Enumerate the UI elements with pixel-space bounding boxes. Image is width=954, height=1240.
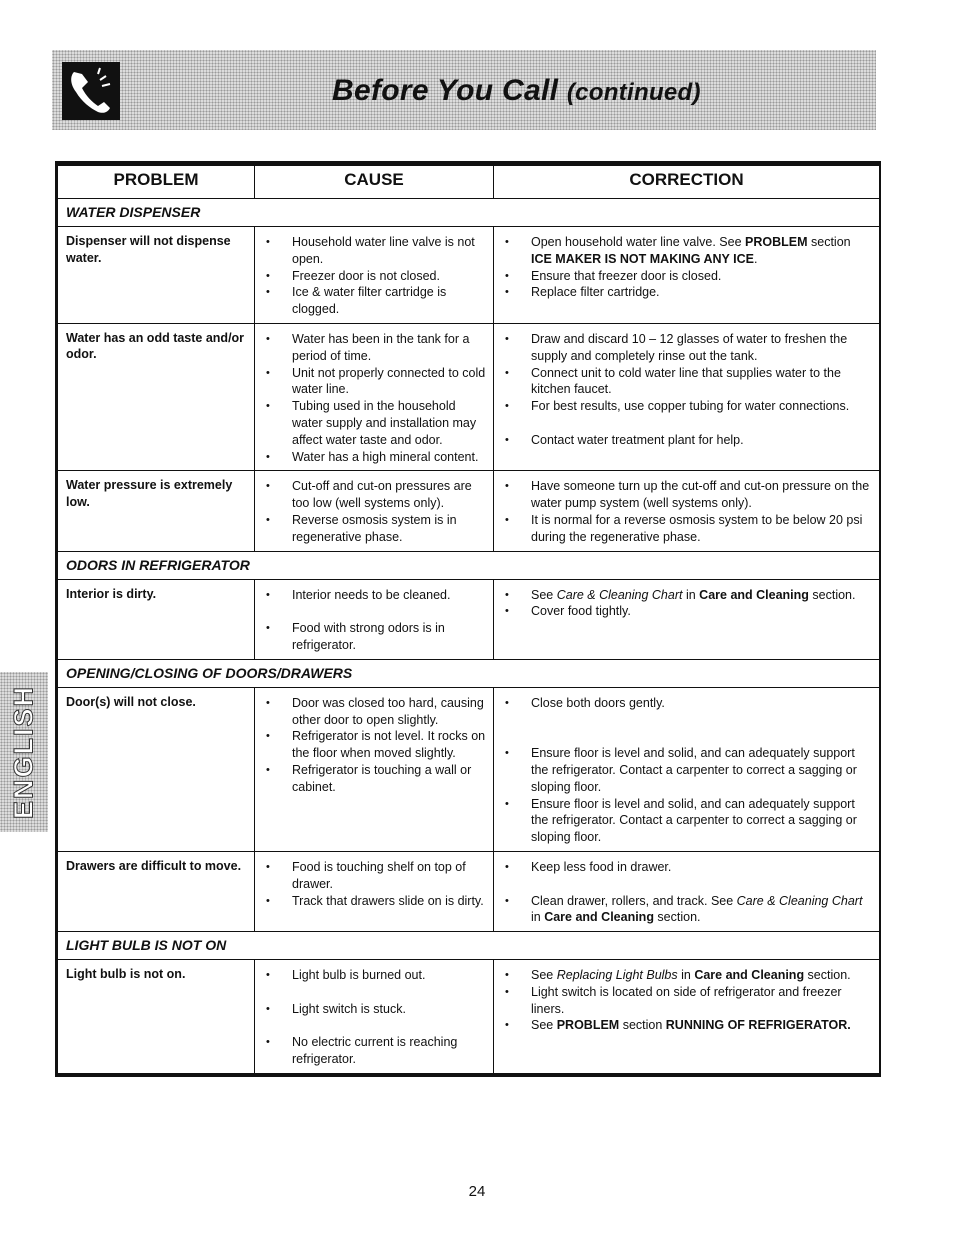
correction-item: • Contact water treatment plant for help. <box>495 432 874 449</box>
correction-item: • It is normal for a reverse osmosis system to be below 20 psi during the regenerative phase. <box>495 512 874 546</box>
section-title-light: LIGHT BULB IS NOT ON <box>58 932 880 960</box>
table-row <box>58 227 880 324</box>
correction-item: • Have someone turn up the cut-off and cut-on pressure on the water pump system (well systems only). <box>495 478 874 512</box>
cause-item: • Food with strong odors is in refrigerator. <box>256 620 488 654</box>
cause-item: • Refrigerator is touching a wall or cabinet. <box>256 762 488 796</box>
correction-item: • Light switch is located on side of refrigerator and freezer liners. <box>495 984 874 1018</box>
cause-item: • Water has a high mineral content. <box>256 449 488 466</box>
table-row <box>58 687 880 851</box>
cause-item: • Interior needs to be cleaned. <box>256 587 488 604</box>
cause-cell <box>255 471 494 551</box>
correction-item: • Ensure floor is level and solid, and can adequately support the refrigerator. Contact a carpenter to correct a sagging or sloping floor. <box>495 745 874 795</box>
cause-cell <box>255 960 494 1074</box>
cause-item: • Track that drawers slide on is dirty. <box>256 893 488 910</box>
correction-cell <box>494 227 880 324</box>
cause-item: • Household water line valve is not open. <box>256 234 488 268</box>
cause-item: • Light switch is stuck. <box>256 1001 488 1018</box>
correction-item: • For best results, use copper tubing for water connections. <box>495 398 874 415</box>
problem-cell: Drawers are difficult to move. <box>58 851 255 931</box>
cause-item: • Reverse osmosis system is in regenerative phase. <box>256 512 488 546</box>
cause-cell <box>255 851 494 931</box>
header-banner <box>52 50 876 130</box>
correction-cell <box>494 579 880 659</box>
table-row <box>58 579 880 659</box>
cause-item: • Light bulb is burned out. <box>256 967 488 984</box>
problem-cell: Interior is dirty. <box>58 579 255 659</box>
correction-item: • Clean drawer, rollers, and track. See Care & Cleaning Chart in Care and Cleaning section. <box>495 893 874 927</box>
cause-cell <box>255 323 494 470</box>
section-header <box>58 199 880 227</box>
correction-cell <box>494 323 880 470</box>
correction-item: • See PROBLEM section RUNNING OF REFRIGERATOR. <box>495 1017 874 1034</box>
cause-item: • Door was closed too hard, causing other door to open slightly. <box>256 695 488 729</box>
correction-item: • See Care & Cleaning Chart in Care and Cleaning section. <box>495 587 874 604</box>
cause-item: • No electric current is reaching refrigerator. <box>256 1034 488 1068</box>
problem-cell: Light bulb is not on. <box>58 960 255 1074</box>
table-row <box>58 960 880 1074</box>
language-tab <box>0 672 48 832</box>
cause-cell <box>255 579 494 659</box>
correction-item: • Ensure that freezer door is closed. <box>495 268 874 285</box>
page-title: Before You Call (continued) <box>332 74 701 107</box>
cause-cell <box>255 227 494 324</box>
table-row <box>58 471 880 551</box>
section-header <box>58 551 880 579</box>
correction-item: • Open household water line valve. See PROBLEM section ICE MAKER IS NOT MAKING ANY ICE. <box>495 234 874 268</box>
correction-item: • Keep less food in drawer. <box>495 859 874 876</box>
column-header-problem: PROBLEM <box>58 165 255 199</box>
problem-cell: Dispenser will not dispense water. <box>58 227 255 324</box>
cause-item: • Unit not properly connected to cold water line. <box>256 365 488 399</box>
section-title-odors: ODORS IN REFRIGERATOR <box>58 551 880 579</box>
table-row <box>58 323 880 470</box>
language-tab-label: ENGLISH <box>8 684 39 820</box>
column-header-correction: CORRECTION <box>494 165 880 199</box>
correction-cell <box>494 471 880 551</box>
phone-icon <box>62 62 120 120</box>
section-header <box>58 659 880 687</box>
cause-item: • Tubing used in the household water supply and installation may affect water taste and odor. <box>256 398 488 448</box>
cause-item: • Refrigerator is not level. It rocks on the floor when moved slightly. <box>256 728 488 762</box>
troubleshooting-table <box>55 161 881 1077</box>
cause-item: • Food is touching shelf on top of drawer. <box>256 859 488 893</box>
correction-cell <box>494 960 880 1074</box>
problem-cell: Door(s) will not close. <box>58 687 255 851</box>
column-header-cause: CAUSE <box>255 165 494 199</box>
section-title-doors: OPENING/CLOSING OF DOORS/DRAWERS <box>58 659 880 687</box>
table-row <box>58 851 880 931</box>
table-header-row <box>58 165 880 199</box>
cause-item: • Ice & water filter cartridge is clogged. <box>256 284 488 318</box>
correction-item: • Replace filter cartridge. <box>495 284 874 301</box>
problem-cell: Water pressure is extremely low. <box>58 471 255 551</box>
correction-cell <box>494 687 880 851</box>
section-title-water-dispenser: WATER DISPENSER <box>58 199 880 227</box>
cause-cell <box>255 687 494 851</box>
correction-item: • Draw and discard 10 – 12 glasses of water to freshen the supply and completely rinse out the tank. <box>495 331 874 365</box>
correction-item: • Ensure floor is level and solid, and can adequately support the refrigerator. Contact a carpenter to correct a sagging or sloping floor. <box>495 796 874 846</box>
page-number: 24 <box>468 1183 486 1200</box>
correction-item: • Connect unit to cold water line that supplies water to the kitchen faucet. <box>495 365 874 399</box>
correction-item: • See Replacing Light Bulbs in Care and Cleaning section. <box>495 967 874 984</box>
section-header <box>58 932 880 960</box>
problem-cell: Water has an odd taste and/or odor. <box>58 323 255 470</box>
cause-item: • Freezer door is not closed. <box>256 268 488 285</box>
correction-cell <box>494 851 880 931</box>
cause-item: • Cut-off and cut-on pressures are too low (well systems only). <box>256 478 488 512</box>
correction-item: • Cover food tightly. <box>495 603 874 620</box>
correction-item: • Close both doors gently. <box>495 695 874 712</box>
cause-item: • Water has been in the tank for a period of time. <box>256 331 488 365</box>
